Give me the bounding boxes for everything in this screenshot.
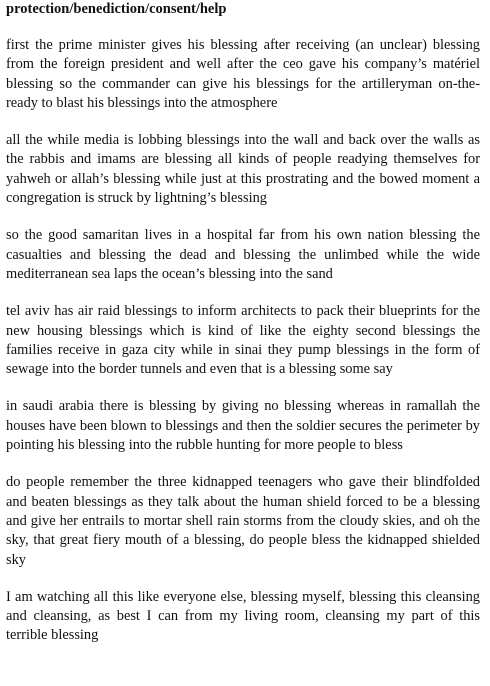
stanza-4: tel aviv has air raid blessings to inform architects to pack their blueprints for the new housing blessings which is kind of like the eighty second blessings the families receive in gaza city while in sinai they pump blessings in the form of sewage into the border tunnels and even that is a blessing some say [6,303,480,378]
stanza-2: all the while media is lobbing blessings into the wall and back over the walls as the rabbis and imams are blessing all kinds of people readying themselves for yahweh or allah’s blessing while just at this prostrating and the bowed moment a congregation is struck by lightning’s blessing [6,132,480,207]
poem-title: protection/benediction/consent/help [6,1,227,17]
stanza-6: do people remember the three kidnapped teenagers who gave their blindfolded and beaten blessings as they talk about the human shield forced to be a blessing and give her entrails to mortar shell rain storms from the cloudy skies, and oh the sky, that great fiery mouth of a blessing, do people bless the kidnapped shielded sky [6,474,480,568]
stanza-1: first the prime minister gives his blessing after receiving (an unclear) blessing from the foreign president and well after the ceo gave his company’s matériel blessing so the commander can give his blessings for the artilleryman on-the-ready to blast his blessings into the atmosphere [6,37,480,111]
stanza-3: so the good samaritan lives in a hospital far from his own nation blessing the casualties and blessing the dead and blessing the unlimbed while the wide mediterranean sea laps the ocean’s blessing into the sand [6,227,480,282]
poem-page [6,0,480,646]
stanza-5: in saudi arabia there is blessing by giving no blessing whereas in ramallah the houses have been blown to blessings and then the soldier secures the perimeter by pointing his blessing into the rubble hunting for more people to bless [6,398,480,454]
stanza-7: I am watching all this like everyone else, blessing myself, blessing this cleansing and cleansing, as best I can from my living room, cleansing my part of this terrible blessing [6,588,480,644]
